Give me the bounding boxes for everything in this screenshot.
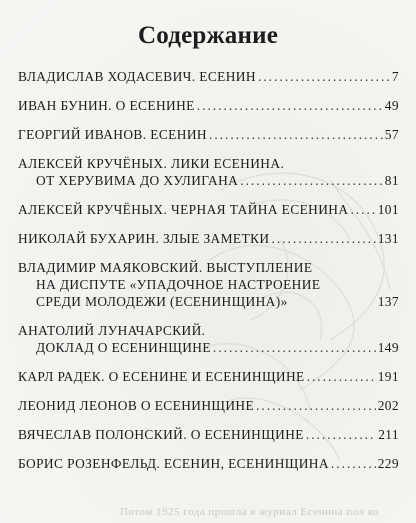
toc-entry-page: 49 <box>384 98 399 113</box>
dot-leader <box>272 230 376 247</box>
toc-entry-page: 211 <box>378 427 399 442</box>
toc-entry <box>18 97 399 114</box>
toc-entry-page: 202 <box>377 398 399 413</box>
dot-leader <box>213 339 376 356</box>
toc-entry <box>18 68 399 85</box>
toc-entry-title-line-1: АЛЕКСЕЙ КРУЧЁНЫХ. ЛИКИ ЕСЕНИНА. <box>18 156 285 171</box>
toc-entry <box>18 259 399 310</box>
dot-leader <box>256 397 376 414</box>
toc-entry-page: 137 <box>377 294 399 309</box>
dot-leader <box>197 97 383 114</box>
page-title: Содержание <box>137 22 278 49</box>
toc-entry-title-line-2: ДОКЛАД О ЕСЕНИНЩИНЕ <box>36 340 211 355</box>
toc-entry-title: ВЯЧЕСЛАВ ПОЛОНСКИЙ. О ЕСЕНИНЩИНЕ <box>18 427 304 442</box>
toc-entry <box>18 426 399 443</box>
toc-entry <box>18 201 399 218</box>
toc-entry-title-line-3: СРЕДИ МОЛОДЕЖИ (ЕСЕНИНЩИНА)» <box>36 294 288 309</box>
toc-entry-page: 131 <box>377 231 399 246</box>
toc-entry-page: 191 <box>377 369 399 384</box>
toc-entry-page: 229 <box>377 456 399 471</box>
toc-entry-title: КАРЛ РАДЕК. О ЕСЕНИНЕ И ЕСЕНИНЩИНЕ <box>18 369 305 384</box>
dot-leader <box>350 201 375 218</box>
toc-entry <box>18 397 399 414</box>
toc-entry-page: 81 <box>384 173 399 188</box>
toc-entry <box>18 155 399 189</box>
toc-entry-title: ЛЕОНИД ЛЕОНОВ О ЕСЕНИНЩИНЕ <box>18 398 255 413</box>
toc-entry-title: ГЕОРГИЙ ИВАНОВ. ЕСЕНИН <box>18 127 207 142</box>
dot-leader <box>307 368 376 385</box>
toc-entry-title-line-2: ОТ ХЕРУВИМА ДО ХУЛИГАНА <box>36 173 239 188</box>
toc-entry <box>18 455 399 472</box>
toc-entry-page: 7 <box>391 69 399 84</box>
dot-leader <box>240 172 383 189</box>
toc-entry-title-line-2: НА ДИСПУТЕ «УПАДОЧНОЕ НАСТРОЕНИЕ <box>36 277 321 292</box>
toc-entry <box>18 368 399 385</box>
dot-leader <box>209 126 383 143</box>
dot-leader <box>258 68 390 85</box>
toc-entry-title: НИКОЛАЙ БУХАРИН. ЗЛЫЕ ЗАМЕТКИ <box>18 231 270 246</box>
toc-entry <box>18 126 399 143</box>
toc-entry-title-line-1: ВЛАДИМИР МАЯКОВСКИЙ. ВЫСТУПЛЕНИЕ <box>18 260 313 275</box>
dot-leader <box>306 426 376 443</box>
bleed-through-text: Потом 1925 года прошла в журнал Есенина пол ко <box>120 506 380 518</box>
toc-entry-title: АЛЕКСЕЙ КРУЧЁНЫХ. ЧЕРНАЯ ТАЙНА ЕСЕНИНА <box>18 202 349 217</box>
toc-entry-title: БОРИС РОЗЕНФЕЛЬД. ЕСЕНИН, ЕСЕНИНЩИНА <box>18 456 329 471</box>
toc-entry-page: 57 <box>384 127 399 142</box>
table-of-contents <box>18 68 399 484</box>
toc-entry-page: 101 <box>377 202 399 217</box>
toc-entry-title: ВЛАДИСЛАВ ХОДАСЕВИЧ. ЕСЕНИН <box>18 69 256 84</box>
toc-entry <box>18 230 399 247</box>
toc-entry-title-line-1: АНАТОЛИЙ ЛУНАЧАРСКИЙ. <box>18 323 206 338</box>
dot-leader <box>331 455 376 472</box>
toc-entry-title: ИВАН БУНИН. О ЕСЕНИНЕ <box>18 98 195 113</box>
toc-entry-page: 149 <box>377 340 399 355</box>
toc-entry <box>18 322 399 356</box>
